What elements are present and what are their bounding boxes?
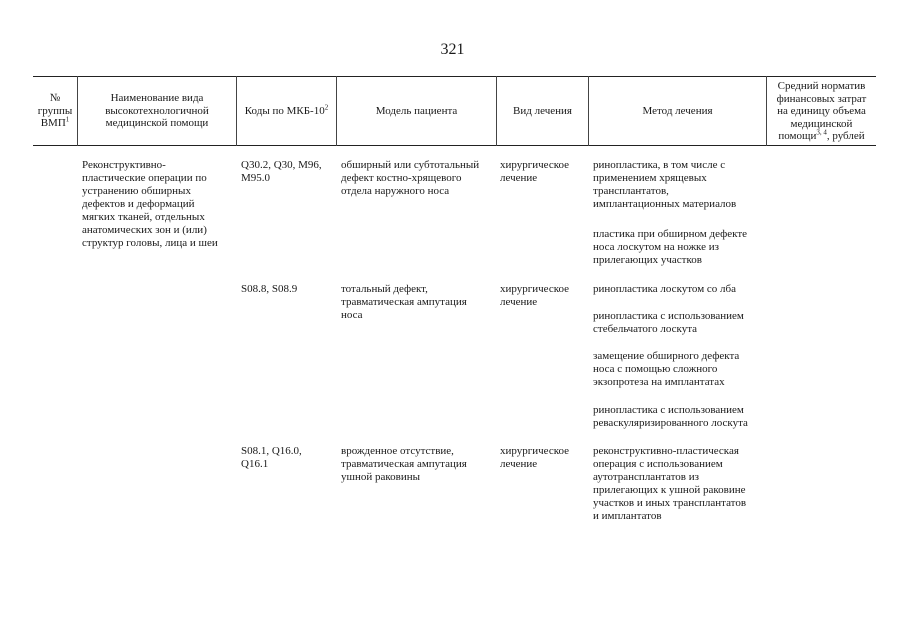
row-3-method-1: реконструктивно-пластическая операция с использованием аутотрансплантатов из прилегающих к ушной раковине участков и иных трансплантатов и имплантатов (593, 445, 747, 522)
row-3-treatment-type: хирургическое лечение (500, 445, 570, 470)
row-1-patient-model: обширный или субтотальный дефект костно-хрящевого отдела наружного носа (341, 159, 480, 197)
row-1-treatment-type: хирургическое лечение (500, 159, 570, 184)
row-3-patient-model: врожденное отсутствие, травматическая ампутация ушной раковины (341, 445, 467, 483)
row-1-care-type: Реконструктивно- пластические операции по устранению обширных дефектов и деформаций мягких тканей, отдельных анатомических зон и (или) структур головы, лица и шеи (82, 159, 218, 249)
row-1-icd-codes: Q30.2, Q30, M96, M95.0 (241, 159, 322, 184)
row-3-icd-codes: S08.1, Q16.0, Q16.1 (241, 445, 302, 470)
row-2-icd-codes: S08.8, S08.9 (241, 283, 298, 295)
row-2-method-4: ринопластика с использованием реваскуляризированного лоскута (593, 404, 748, 429)
header-icd-codes: Коды по МКБ-$10^2$ (244, 103, 329, 117)
header-care-type: Наименование вида высокотехнологичной медицинской помощи (105, 92, 209, 129)
table-header-rule (33, 145, 876, 146)
row-2-method-3: замещение обширного дефекта носа с помощью сложного экзопротеза на имплантатах (593, 350, 740, 388)
header-treatment-method: Метод лечения (642, 105, 713, 117)
table-top-rule (33, 76, 876, 77)
header-patient-model: Модель пациента (375, 105, 458, 117)
page-number: 321 (440, 41, 465, 58)
header-treatment-type: Вид лечения (513, 105, 572, 117)
row-2-method-2: ринопластика с использованием стебельчатого лоскута (593, 310, 744, 335)
row-2-method-1: ринопластика лоскутом со лба (593, 283, 737, 295)
header-cost-norm: Средний норматив финансовых затрат на единицу объема медицинской помощи$^{3, 4}$, рублей (776, 80, 867, 142)
row-2-patient-model: тотальный дефект, травматическая ампутация носа (341, 283, 467, 321)
row-1-method-2: пластика при обширном дефекте носа лоскутом на ножке из прилегающих участков (593, 228, 748, 266)
row-1-method-1: ринопластика, в том числе с применением хрящевых трансплантатов, имплантационных материалов (593, 159, 737, 210)
row-2-treatment-type: хирургическое лечение (500, 283, 570, 308)
header-group-number: № группы ВМП$^1$ (37, 92, 73, 129)
